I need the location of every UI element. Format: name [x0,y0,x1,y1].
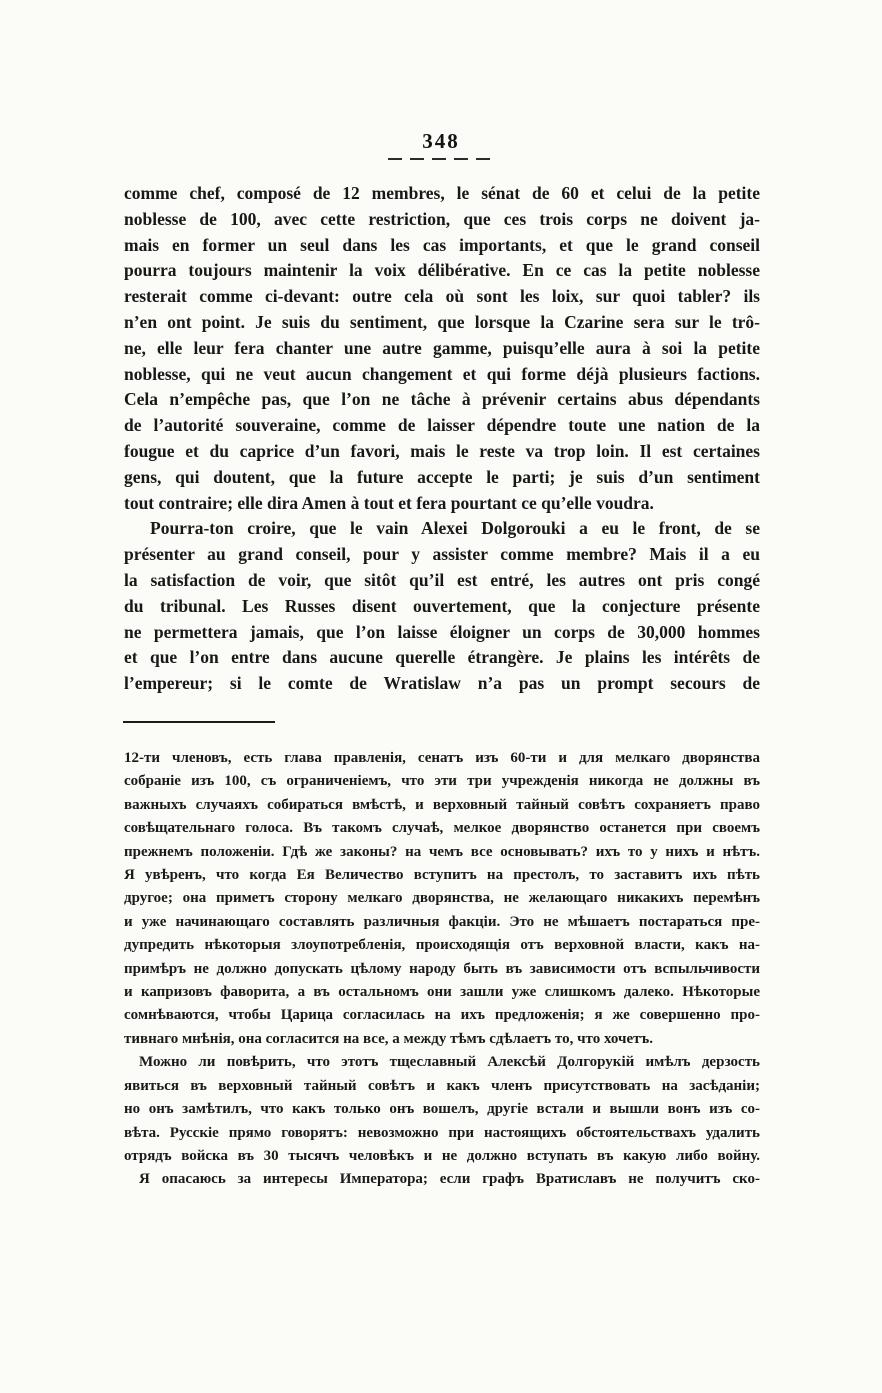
text-line: Я опасаюсь за интересы Императора; если графъ Вратиславъ не получитъ ско- [139,1171,760,1188]
text-line: de l’autorité souveraine, comme de laisser dépendre toute une nation de la [124,415,760,436]
text-line: comme chef, composé de 12 membres, le sénat de 60 et celui de la petite [124,183,760,203]
text-line: fougue et du caprice d’un favori, mais le reste va trop loin. Il est certaines [124,440,760,461]
page-number: 348 [422,129,460,153]
text-line: прежнемъ положеніи. Гдѣ же законы? на чемъ все основывать? ихъ то у нихъ и нѣтъ. [124,843,760,860]
text-line: собраніе изъ 100, съ ограниченіемъ, что эти три учрежденія никогда не должны въ [124,773,760,790]
paragraph [124,181,760,516]
text-line: gens, qui doutent, que la future accepte le parti; je suis d’un sentiment [124,466,760,487]
paragraph [124,1168,760,1191]
text-line: pourra toujours maintenir la voix délibérative. En ce cas la petite noblesse [124,260,760,281]
text-line: et que l’on entre dans aucune querelle étrangère. Je plains les intérêts de [124,647,760,668]
paragraph [124,1051,760,1168]
text-line: présenter au grand conseil, pour y assister comme membre? Mais il a eu [124,544,760,565]
text-line: Можно ли повѣрить, что этотъ тщеславный Алексѣй Долгорукій имѣлъ дерзость [139,1054,760,1071]
text-line: сомнѣваются, чтобы Царица согласилась на ихъ предложенія; я же совершенно про- [124,1007,760,1024]
text-line: тивнаго мнѣнія, она согласится на все, а между тѣмъ сдѣлаетъ то, что хочетъ. [124,1030,653,1047]
text-line: ne permettera jamais, que l’on laisse éloigner un corps de 30,000 hommes [124,621,760,642]
text-line: 12-ти членовъ, есть глава правленія, сенатъ изъ 60-ти и для мелкаго дворянства [124,750,760,766]
footnote-separator-rule [123,721,275,723]
text-line: совѣщательнаго голоса. Въ такомъ случаѣ, мелкое дворянство останется при своемъ [124,820,760,837]
text-line: noblesse de 100, avec cette restriction, que ces trois corps ne doivent ja- [124,208,760,229]
text-line: mais en former un seul dans les cas importants, et que le grand conseil [124,234,760,255]
main-text-french [124,181,760,697]
page-number-dashed-rule [388,158,494,160]
text-line: отрядъ войска въ 30 тысячъ человѣкъ и не должно вступать въ какую либо войну. [124,1147,760,1164]
text-line: la satisfaction de voir, que sitôt qu’il est entré, les autres ont pris congé [124,569,760,590]
text-line: и капризовъ фаворита, а въ остальномъ они зашли уже слишкомъ далеко. Нѣкоторые [124,984,760,1001]
text-line: другое; она приметъ сторону мелкаго дворянства, не желающаго никакихъ перемѣнъ [124,890,760,907]
text-line: l’empereur; si le comte de Wratislaw n’a pas un prompt secours de [124,673,760,694]
text-line: du tribunal. Les Russes disent ouvertement, que la conjecture présente [124,595,760,616]
text-line: ne, elle leur fera chanter une autre gamme, puisqu’elle aura à soi la petite [124,337,760,358]
text-line: Pourra-ton croire, que le vain Alexei Dolgorouki a eu le front, de se [150,518,760,539]
text-line: примѣръ не должно допускать цѣлому народу быть въ зависимости отъ вспыльчивости [124,960,760,977]
footnote-text-russian [124,747,760,1192]
text-line: вѣта. Русскіе прямо говорятъ: невозможно при настоящихъ обстоятельствахъ удалить [124,1124,760,1141]
text-line: и уже начинающаго составлять различныя факціи. Это не мѣшаетъ постараться пре- [124,913,760,930]
text-line: noblesse, qui ne veut aucun changement et qui forme déjà plusieurs factions. [124,363,760,384]
text-line: Я увѣренъ, что когда Ея Величество вступитъ на престолъ, то заставитъ ихъ пѣть [124,867,760,884]
text-line: важныхъ случаяхъ собираться вмѣстѣ, и верховный тайный совѣтъ сохраняетъ право [124,796,760,813]
paragraph [124,747,760,1051]
text-line: tout contraire; elle dira Amen à tout et fera pourtant ce qu’elle voudra. [124,492,654,513]
text-line: resterait comme ci-devant: outre cela où sont les loix, sur quoi tabler? ils [124,286,760,307]
text-line: n’en ont point. Je suis du sentiment, que lorsque la Czarine sera sur le trô- [124,311,760,332]
text-line: Cela n’empêche pas, que l’on ne tâche à prévenir certains abus dépendants [124,389,760,410]
text-line: явиться въ верховный тайный совѣтъ и какъ членъ присутствовать на засѣданіи; [124,1077,760,1094]
text-line: но онъ замѣтилъ, что какъ только онъ вошелъ, другіе встали и вышли вонъ изъ со- [124,1101,760,1118]
paragraph [124,516,760,697]
text-line: дупредить нѣкоторыя злоупотребленія, происходящія отъ верховной власти, какъ на- [124,937,760,954]
